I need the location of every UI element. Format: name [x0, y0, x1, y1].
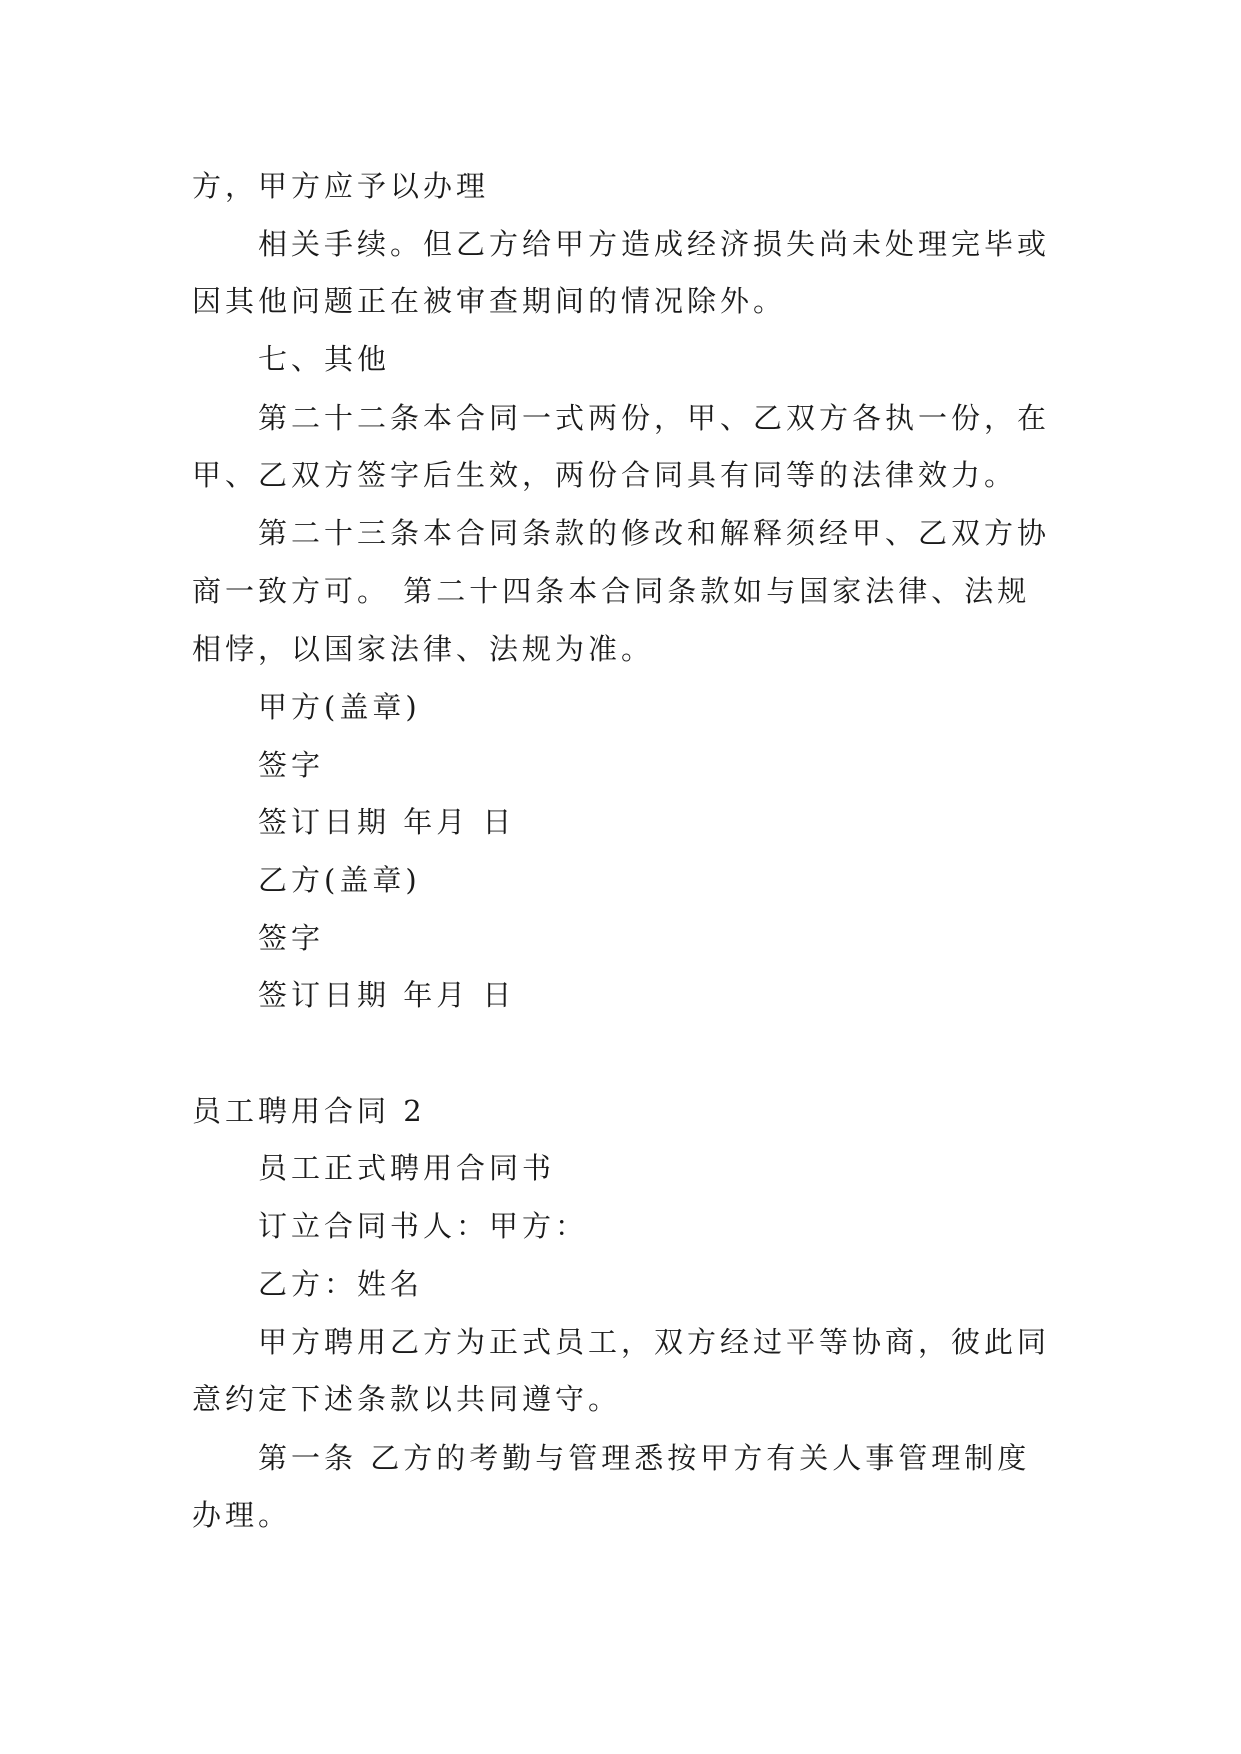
signing-date: 签订日期 年月 日	[258, 805, 516, 839]
signature-party-b: 乙方(盖章)	[258, 863, 421, 897]
text-line: 相关手续。但乙方给甲方造成经济损失尚未处理完毕或	[258, 227, 1051, 261]
text-line: 方，甲方应予以办理	[192, 169, 490, 203]
signing-date: 签订日期 年月 日	[258, 978, 516, 1012]
text-line: 办理。	[192, 1498, 292, 1532]
text-line: 乙方：姓名	[258, 1267, 424, 1301]
text-line: 意约定下述条款以共同遵守。	[192, 1382, 622, 1416]
signature-label: 签字	[258, 748, 325, 782]
contract-subtitle: 员工正式聘用合同书	[258, 1151, 556, 1185]
section-heading: 七、其他	[258, 342, 391, 376]
text-line: 甲方聘用乙方为正式员工，双方经过平等协商，彼此同	[258, 1325, 1051, 1359]
text-line: 第二十二条本合同一式两份，甲、乙双方各执一份，在	[258, 401, 1051, 435]
text-line: 甲、乙双方签字后生效，两份合同具有同等的法律效力。	[192, 458, 1018, 492]
document-title: 员工聘用合同 2	[192, 1094, 426, 1128]
text-line: 因其他问题正在被审查期间的情况除外。	[192, 284, 787, 318]
text-line: 订立合同书人：甲方：	[258, 1209, 589, 1243]
text-line: 相悖，以国家法律、法规为准。	[192, 632, 655, 666]
text-line: 商一致方可。 第二十四条本合同条款如与国家法律、法规	[192, 574, 1031, 608]
text-line: 第二十三条本合同条款的修改和解释须经甲、乙双方协	[258, 516, 1051, 550]
signature-label: 签字	[258, 921, 325, 955]
signature-party-a: 甲方(盖章)	[258, 690, 421, 724]
text-line: 第一条 乙方的考勤与管理悉按甲方有关人事管理制度	[258, 1441, 1031, 1475]
